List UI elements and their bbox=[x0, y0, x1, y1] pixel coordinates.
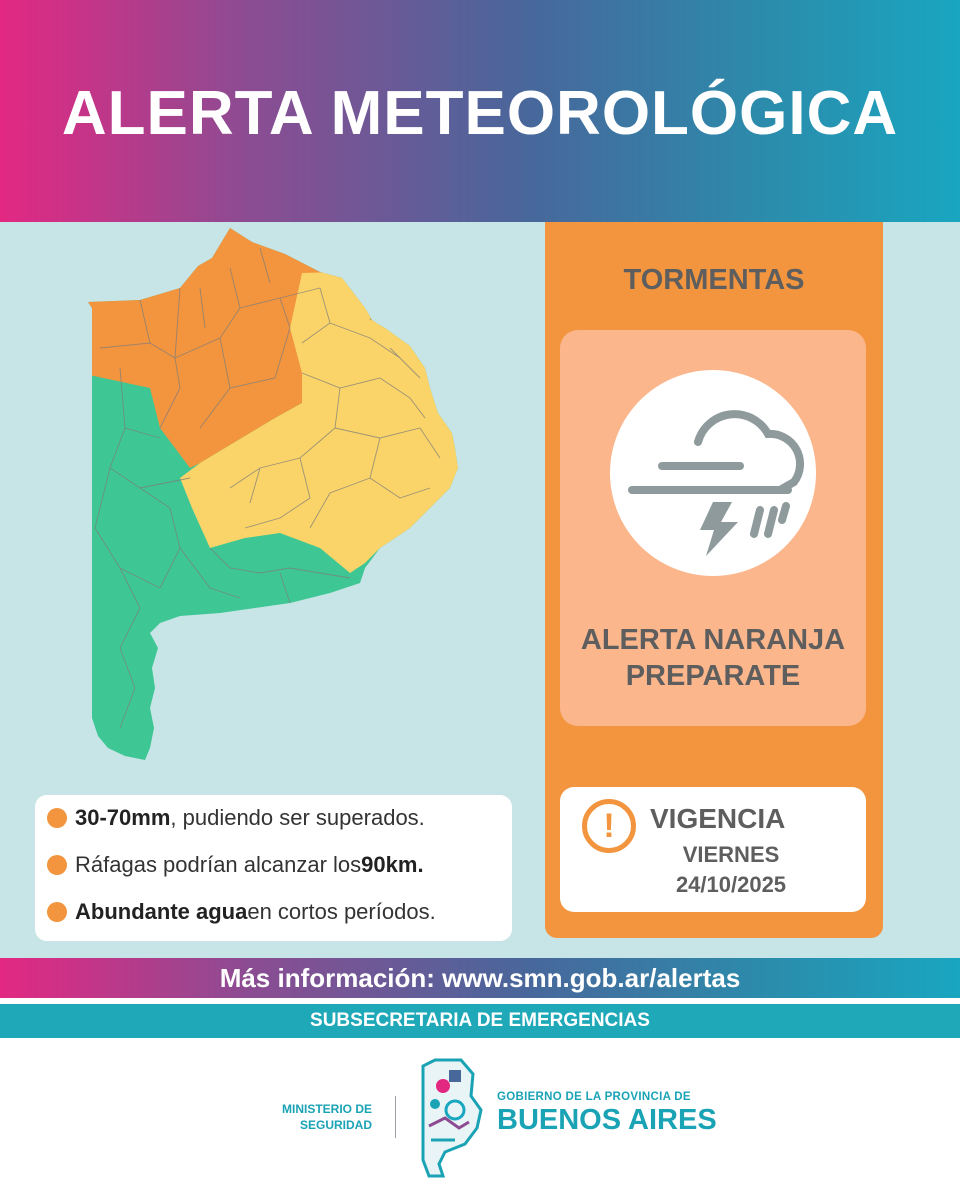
weather-icon-circle bbox=[610, 370, 816, 576]
list-item bbox=[47, 803, 425, 833]
more-info-banner: Más información: www.smn.gob.ar/alertas bbox=[0, 958, 960, 998]
exclamation-circle-icon: ! bbox=[582, 799, 636, 853]
hazard-label: TORMENTAS bbox=[623, 264, 805, 296]
detail-bold-prefix: Abundante agua bbox=[75, 899, 248, 924]
province-name: BUENOS AIRES bbox=[497, 1104, 717, 1136]
bullet-dot-icon bbox=[47, 902, 67, 922]
alert-level-line1: ALERTA NARANJA bbox=[580, 624, 846, 656]
list-item bbox=[47, 850, 424, 880]
details-box bbox=[35, 795, 512, 941]
government-label: GOBIERNO DE LA PROVINCIA DE bbox=[497, 1091, 691, 1103]
detail-bold-prefix: 30-70mm bbox=[75, 805, 171, 830]
page-title: ALERTA METEOROLÓGICA bbox=[61, 78, 899, 148]
bullet-dot-icon bbox=[47, 855, 67, 875]
footer bbox=[0, 1038, 960, 1200]
validity-box bbox=[560, 787, 866, 912]
ministry-line2: SEGURIDAD bbox=[299, 1118, 372, 1132]
detail-bold-suffix: 90km. bbox=[361, 852, 424, 877]
ministry-line1: MINISTERIO DE bbox=[281, 1102, 372, 1116]
list-item bbox=[47, 897, 436, 927]
alert-panel bbox=[545, 222, 883, 938]
province-logo-icon bbox=[415, 1056, 487, 1180]
detail-text: en cortos períodos. bbox=[247, 899, 436, 924]
alert-level-card bbox=[560, 330, 866, 726]
alert-level-text bbox=[560, 622, 866, 694]
alert-level-line2: PREPARATE bbox=[625, 660, 801, 692]
footer-divider bbox=[395, 1096, 396, 1138]
province-alert-map bbox=[80, 228, 480, 773]
subsecretaria-bar: SUBSECRETARIA DE EMERGENCIAS bbox=[0, 1004, 960, 1038]
bullet-dot-icon bbox=[47, 808, 67, 828]
header-banner bbox=[0, 0, 960, 222]
storm-cloud-lightning-rain-icon bbox=[610, 370, 816, 576]
validity-date: 24/10/2025 bbox=[675, 872, 787, 897]
detail-text: Ráfagas podrían alcanzar los bbox=[75, 852, 362, 877]
detail-text: , pudiendo ser superados. bbox=[170, 805, 425, 830]
validity-title: VIGENCIA bbox=[650, 803, 786, 834]
ministry-label bbox=[240, 1101, 372, 1133]
validity-day: VIERNES bbox=[682, 842, 780, 867]
